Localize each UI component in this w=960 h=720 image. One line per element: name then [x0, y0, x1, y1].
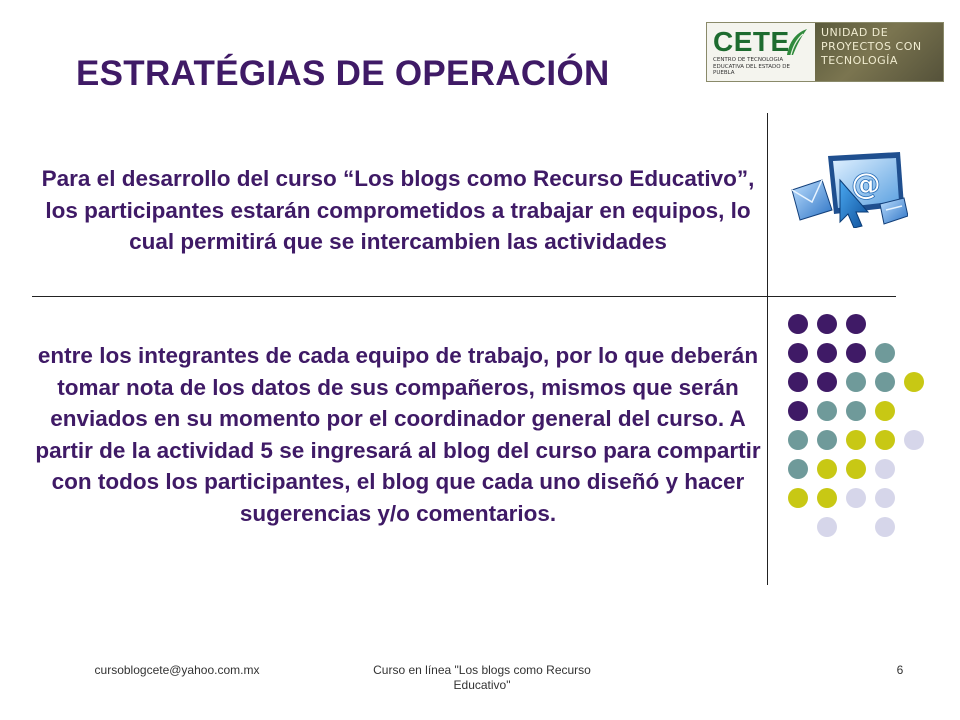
- logo-unit-panel: [815, 23, 943, 81]
- dot: [788, 401, 808, 421]
- dot: [904, 430, 924, 450]
- dot: [875, 343, 895, 363]
- horizontal-divider: [32, 296, 896, 297]
- dot: [875, 517, 895, 537]
- dot: [788, 430, 808, 450]
- dot: [846, 314, 866, 334]
- dot: [788, 459, 808, 479]
- dot: [875, 459, 895, 479]
- page-number: 6: [896, 663, 904, 677]
- dot: [875, 401, 895, 421]
- dot: [817, 459, 837, 479]
- dot: [788, 314, 808, 334]
- dot: [817, 430, 837, 450]
- dot: [875, 430, 895, 450]
- logo-unit-line: UNIDAD DE: [821, 26, 889, 39]
- intro-paragraph: Para el desarrollo del curso “Los blogs como Recurso Educativo”, los participantes estarán comprometidos a trabajar en equipos, lo cual permitirá que se intercambien las actividades: [41, 166, 755, 254]
- dot: [788, 488, 808, 508]
- dot: [817, 343, 837, 363]
- slide-title: ESTRATÉGIAS DE OPERACIÓN: [76, 54, 610, 93]
- dot: [846, 488, 866, 508]
- logo-left-panel: [707, 23, 815, 81]
- logo-subtitle: CENTRO DE TECNOLOGIA EDUCATIVA DEL ESTADO DE PUEBLA: [713, 57, 791, 76]
- dot: [875, 488, 895, 508]
- dot: [817, 488, 837, 508]
- dot: [904, 372, 924, 392]
- logo-unit-line: TECNOLOGÍA: [821, 54, 898, 67]
- logo-name: CETE: [713, 26, 790, 57]
- dot: [788, 372, 808, 392]
- dot: [817, 314, 837, 334]
- footer-course: Curso en línea "Los blogs como Recurso Educativo": [373, 663, 591, 692]
- dot: [788, 343, 808, 363]
- svg-text:@: @: [851, 167, 881, 202]
- dot: [846, 459, 866, 479]
- dot: [817, 517, 837, 537]
- logo-unit-line: PROYECTOS CON: [821, 40, 922, 53]
- dot: [817, 372, 837, 392]
- dot: [817, 401, 837, 421]
- dot: [846, 401, 866, 421]
- dot: [846, 430, 866, 450]
- dot: [846, 372, 866, 392]
- dot: [846, 343, 866, 363]
- dot: [875, 372, 895, 392]
- footer-email: cursoblogcete@yahoo.com.mx: [94, 663, 260, 677]
- body-paragraph: entre los integrantes de cada equipo de trabajo, por lo que deberán tomar nota de los datos de sus compañeros, mismos que serán enviados en su momento por el coordinador general del curso. A partir de la actividad 5 se ingresará al blog del curso para compartir con todos los participantes, el blog que cada uno diseñó y hacer sugerencias y/o comentarios.: [35, 343, 761, 526]
- leaf-icon: [783, 27, 809, 57]
- cete-logo: [706, 22, 944, 82]
- email-at-icon: [788, 150, 908, 228]
